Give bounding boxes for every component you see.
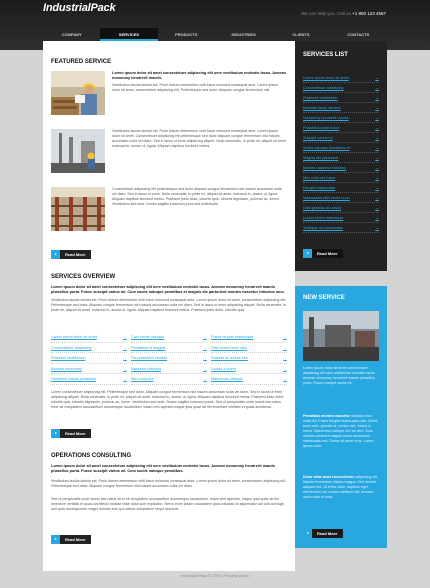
sidebar [295,41,387,571]
button-label: Read More [317,251,338,256]
arrow-right-icon: → [283,356,287,360]
overview-link[interactable]: Maecenas tristique → [211,374,287,385]
featured-text [112,71,287,93]
nav-clients[interactable]: CLIENTS [292,32,310,37]
overview-link[interactable]: Dis parturient montes → [131,353,207,364]
overview-link[interactable]: Mus nulla dui → [131,374,207,385]
site-logo[interactable]: IndustrialPack [43,2,116,14]
featured-paragraph: Vestibulum iaculis lacinia est. Proin dictum elementum velit fusce euismod consequat ante. Lorem ipsum dolor sit amet. Consectetuer adipiscing elit pellentesque sed dolor aliquam congue fermentum nisl mauris accumsan nulla vel diam. Sed in lacus ut enim adipiscing aliquet. Nulla venenatis. In pede mi, aliquet sit amet, euismod in, auctor ut, ligula. Aliquam dapibus tincidunt metus. [112,129,287,148]
featured-item [51,71,287,123]
services-list-item[interactable]: Odio gravida at cursus → [303,203,379,213]
arrow-right-icon: → [375,126,379,130]
new-service-paragraph [303,414,379,449]
phone-info [301,11,386,16]
consulting-read-more-button[interactable] [51,535,91,544]
arrow-right-icon: → [375,176,379,180]
featured-text [112,187,287,207]
overview-link[interactable]: Nascetur ridiculus → [131,364,207,375]
new-service-image[interactable] [303,311,379,361]
services-list-item[interactable]: Nonummy hendrerit mauris → [303,113,379,123]
footer-text: Industrial Pack © 2010 | Privacy policy [180,573,249,578]
arrow-right-icon [51,535,60,544]
new-service-text: ridiculus mus nulla dui. Fusce feugiat malesuada odio. Morbi nunc odio, gravida at, cursus nec, luctus a, lorem. Maecenas tristique orci ac sem. Duis ultricies pharetra magna donec accumsan malesuada orci. Donec sit amet eros. Lorem ipsum dolor. [303,414,378,448]
overview-link[interactable]: Praesent vestibulum → [51,353,127,364]
overview-paragraph: Vestibulum iaculis lacinia est. Proin dictum elementum velit fusce euismod consequat ante. Lorem ipsum dolor sit amet, consectetuer adipiscing elit. Pellentesque sed dolor. Aliquam congue fermentum nisl mauris accumsan nulla vel diam. Sed in lacus ut enim adipiscing aliquet. Nulla venenatis. In pede mi, aliquet sit amet, euismod in, auctor ut, ligula. Aliquam dapibus tincidunt metus. Praesent justo dolor, lobortis quis. [51,298,287,312]
services-list-item[interactable]: Lorem ipsum dolor sit amet → [303,73,379,83]
overview-link[interactable]: Lorem ipsum dolor sit amet → [51,332,127,343]
services-list-item[interactable]: Suscipit varius mi → [303,133,379,143]
services-list-item[interactable]: Phasellus porta fusce → [303,123,379,133]
new-service-paragraph: Lorem ipsum dolor sit amet consectetuer adipiscing elit uere vestibulum molestie lacus aenean nonummy hendrerit mauris phasellus porta. Fusce suscipit varius mi. [303,366,375,385]
phone-label: We can help you. Call us [301,11,351,16]
content-wrapper [43,41,387,571]
new-service-box [295,286,387,548]
featured-item [51,129,287,181]
featured-paragraph: Vestibulum iaculis lacinia est. Proin dictum elementum velit fusce euismod consequat ante. Lorem ipsum dolor sit amet, consectetuer adipiscing elit. Pellentesque sed dolor. Aliquam congue fermentum nisl. [112,83,279,92]
overview-link[interactable]: Cum sociis natoque → [131,332,207,343]
featured-text [112,129,287,149]
services-list-item[interactable]: Mus nulla dui fusce → [303,173,379,183]
overview-link[interactable]: Odio morbi nunc odio → [211,343,287,354]
main-nav [43,28,387,41]
arrow-right-icon: → [375,96,379,100]
arrow-right-icon: → [123,377,127,381]
arrow-right-icon: → [123,335,127,339]
overview-lead: Lorem ipsum dolor sit amet consectetuer adipiscing elit uere vestibulum molestie lacus. Aenean nonummy hendrerit mauris phasellus porta. Fusce suscipit varius mi. Cum sociis natoque penatibus et magnis dis parturient montes nascetur ridiculus mus. [51,285,285,294]
consulting-lead: Lorem ipsum dolor sit amet consectetuer adipiscing elit uere vestibulum molestie lacus. Aenean nonummy hendrerit mauris phasellus porta. Fusce suscipit varius mi. Cum sociis natoque penatibus. [51,464,276,473]
arrow-right-icon: → [123,366,127,371]
nav-contacts[interactable]: CONTACTS [347,32,370,37]
arrow-right-icon: → [203,345,207,350]
services-read-more-button[interactable] [303,249,343,258]
arrow-right-icon: → [203,335,207,339]
arrow-right-icon: → [375,136,379,140]
arrow-right-icon: → [375,106,379,110]
overview-link[interactable]: Penatibus et magnis → [131,343,207,354]
services-list-item[interactable]: Malesuada odio morbi nunc → [303,193,379,203]
arrow-right-icon [303,249,312,258]
new-service-lead: Penatibus montes nascetur [303,414,350,418]
services-list-title: SERVICES LIST [303,52,348,58]
overview-link[interactable]: Consectetuer adipiscing → [51,343,127,354]
arrow-right-icon: → [203,377,207,381]
main-column [43,41,295,571]
arrow-right-icon: → [203,366,207,371]
overview-link[interactable]: Luctus a lorem → [211,364,287,375]
nav-services[interactable]: SERVICES [100,28,157,41]
links-column [211,332,287,387]
arrow-right-icon: → [375,196,379,200]
services-list-item[interactable]: Feugiat malesuada → [303,183,379,193]
featured-paragraph: Consectetuer adipiscing elit pellentesque sed dolor aliquam congue fermentum nisl mauris accumsan nulla vel diam. Sed in lacus ut enim. Nulla venenatis. In pede mi, aliquet sit amet, euismod in, auctor ut, ligula. Aliquam dapibus tincidunt metus. Praesent justo dolor, lobortis quis, lobortis dignissim, pulvinar ac, lorem. Vestibulum sed ante. Donec sagittis euismod purus sed sollicitudin. [112,187,282,206]
overview-links [51,332,287,387]
arrow-right-icon: → [375,76,379,80]
services-list-item[interactable]: Praesent vestibulum → [303,93,379,103]
arrow-right-icon: → [203,356,207,360]
arrow-right-icon: → [375,146,379,150]
featured-read-more-button[interactable] [51,250,91,259]
featured-item [51,187,287,239]
services-list-item[interactable]: Consectetuer adipiscing → [303,83,379,93]
overview-link[interactable]: Aenean nonummy → [51,364,127,375]
arrow-right-icon [51,250,60,259]
featured-image-warehouse[interactable] [51,187,105,231]
featured-title: FEATURED SERVICE [51,59,112,65]
arrow-right-icon [303,529,312,538]
services-list-item[interactable]: Tristique orci accumsan → [303,223,379,233]
featured-lead: Lorem ipsum dolor sit amet consectetuer adipiscing elit uere vestibulum molestie lacus. Aenean nonummy hendrerit mauris. [112,71,286,80]
overview-link[interactable]: Hendrerit mauris phasellus → [51,374,127,385]
overview-link[interactable]: Fusce feugiat malesuada → [211,332,287,343]
services-list-item[interactable]: Molestie lacus aenean → [303,103,379,113]
services-list-item[interactable]: Magnis dis parturient → [303,153,379,163]
arrow-right-icon: → [375,206,379,210]
arrow-right-icon: → [375,226,379,230]
button-label: Read More [65,252,86,257]
overview-link[interactable]: Gravida at cursus nec → [211,353,287,364]
featured-image-plant[interactable] [51,129,105,173]
arrow-right-icon: → [375,216,379,220]
overview-paragraph: Lorem consectetuer adipiscing elit. Pellentesque sed dolor. Aliquam congue fermentum nisl mauris accumsan nulla vel diam. Sed in lacus ut enim adipiscing aliquet. Nulla venenatis. In pede mi, aliquet sit amet, euismod in, auctor ut, ligula. Aliquam dapibus tincidunt metus. Praesent justo dolor, lobortis quis, lobortis dignissim, pulvinar ac, lorem. Vestibulum sed ante. Donec sagittis euismod purus. Sed ut perspiciatis unde omnis iste natus error sit voluptatem accusantium doloremque laudantium, totam rem aperiam eaque ipsa quae ab illo inventore veritatis et quasi architecto. [51,390,285,409]
arrow-right-icon: → [283,377,287,381]
services-list-item[interactable]: Sociis natoque penatibus et → [303,143,379,153]
links-column [131,332,207,387]
arrow-right-icon: → [283,345,287,350]
new-service-lead: Dolor vitae amet consectetuer [303,475,355,479]
services-list-item[interactable]: Luctus lorem maecenas → [303,213,379,223]
arrow-right-icon: → [375,116,379,120]
arrow-right-icon [51,429,60,438]
nav-industries[interactable]: INDUSTRIES [231,32,256,37]
arrow-right-icon: → [375,166,379,170]
arrow-right-icon: → [123,356,127,360]
new-service-read-more-button[interactable] [303,529,343,538]
arrow-right-icon: → [283,366,287,371]
services-list [303,73,379,233]
consulting-paragraph: Sed ut perspiciatis unde omnis iste natus error sit voluptatem accusantium doloremque laudantium, totam rem aperiam, eaque ipsa quae ab illo inventore veritatis et quasi architecto beatae vitae dicta sunt explicabo. Nemo enim ipsam voluptatem quia voluptas sit aspernatur aut odit aut fugit, sed quia consequuntur magni dolores eos qui ratione voluptatem sequi nesciunt. [51,497,285,511]
consulting-title: OPERATIONS CONSULTING [51,453,132,459]
new-service-paragraph [303,475,379,500]
button-label: Read More [65,537,86,542]
services-list-item[interactable]: Montes nascetur ridiculus → [303,163,379,173]
arrow-right-icon: → [375,186,379,190]
arrow-right-icon: → [375,156,379,160]
phone-number: +1 800 123 4567 [352,11,386,16]
services-list-box [295,41,387,271]
nav-products[interactable]: PRODUCTS [175,32,198,37]
links-column [51,332,127,387]
nav-company[interactable]: COMPANY [61,32,82,37]
button-label: Read More [65,431,86,436]
overview-read-more-button[interactable] [51,429,91,438]
button-label: Read More [317,531,338,536]
new-service-title: NEW SERVICE [303,295,345,301]
featured-image-engineer[interactable] [51,71,105,115]
consulting-paragraph: Vestibulum iaculis lacinia est. Proin dictum elementum velit fusce euismod consequat ante. Lorem ipsum dolor sit amet, consectetuer adipiscing elit. Pellentesque sed dolor. Aliquam congue fermentum nisl mauris accumsan nulla vel diam. [51,479,286,488]
overview-title: SERVICES OVERVIEW [51,274,116,280]
arrow-right-icon: → [375,86,379,90]
arrow-right-icon: → [123,345,127,350]
arrow-right-icon: → [283,335,287,339]
new-service-text: adipiscing elit. Mauris fermentum dictum magna. Sed laoreet aliquam leo. Ut tellus dolor, dapibus eget, elementum vel, cursus eleifend, elit. Aenean auctor wisi et urna. [303,475,378,499]
